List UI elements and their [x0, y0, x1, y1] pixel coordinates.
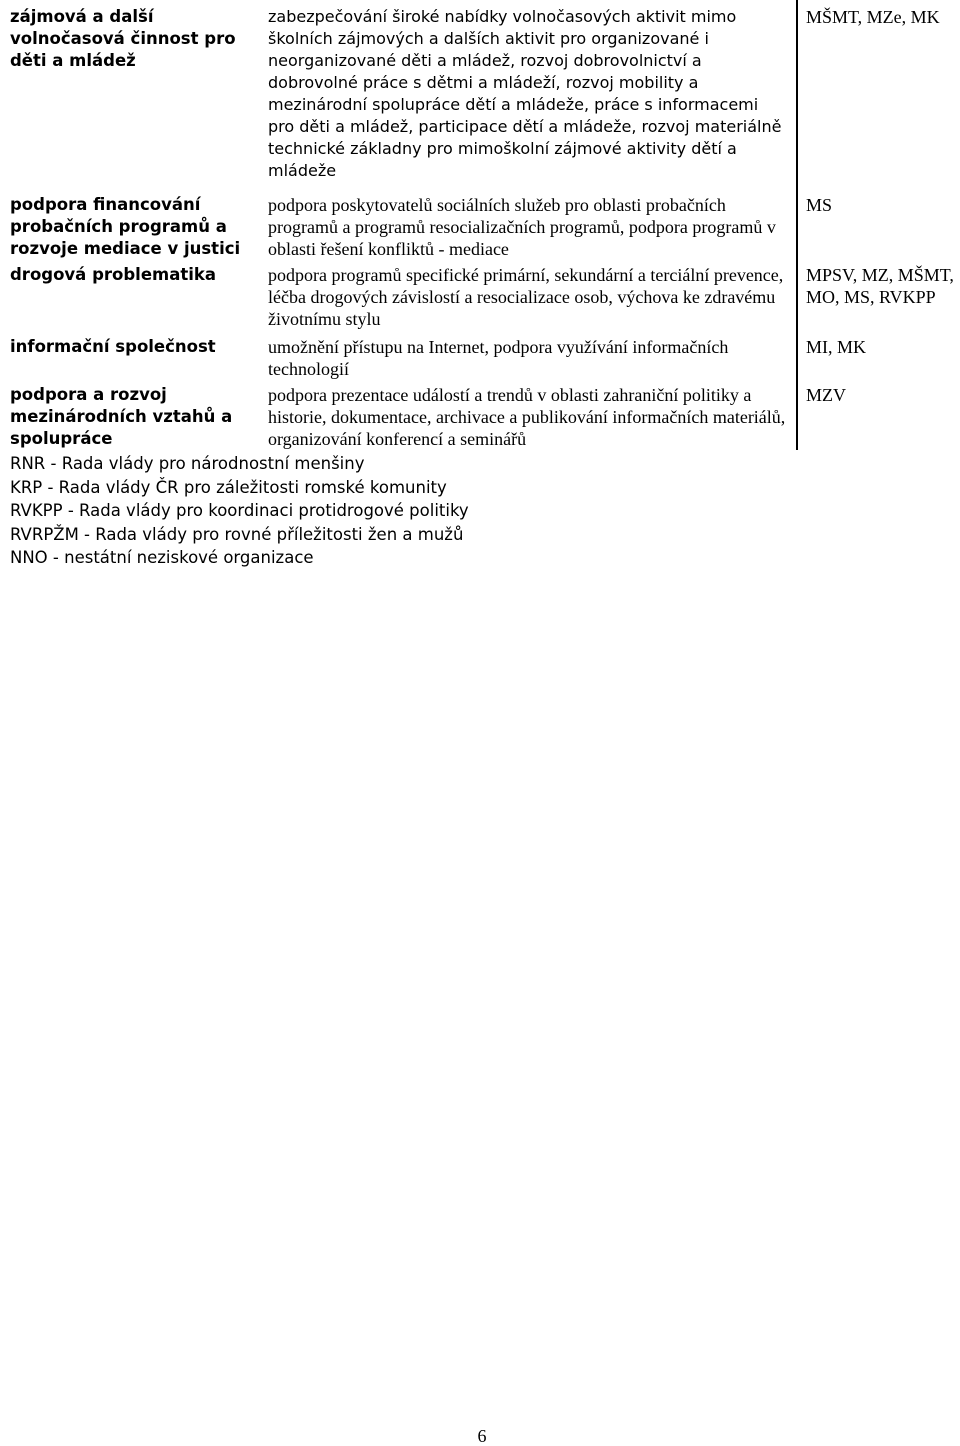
responsible-cell: MPSV, MZ, MŠMT, MO, MS, RVKPP: [797, 262, 960, 334]
topic-cell: drogová problematika: [10, 265, 216, 284]
abbreviation-item: RVRPŽM - Rada vlády pro rovné příležitosti žen a mužů: [10, 524, 464, 544]
table-row: [0, 382, 960, 450]
responsible-cell: MZV: [797, 382, 960, 450]
table-row: [0, 192, 960, 262]
abbreviation-list: [10, 452, 910, 570]
description-cell: podpora programů specifické primární, sekundární a terciální prevence, léčba drogových závislostí a resocializace osob, výchova ke zdravému životnímu stylu: [268, 265, 784, 329]
description-cell: zabezpečování široké nabídky volnočasových aktivit mimo školních zájmových a dalších aktivit pro organizované i neorganizované děti a mládež, rozvoj dobrovolnictví a dobrovolné práce s dětmi a mládeží, rozvoj mobility a mezinárodní spolupráce dětí a mládeže, práce s informacemi pro děti a mládež, participace dětí a mládeže, rozvoj materiálně technické základny pro mimoškolní zájmové aktivity dětí a mládeže: [268, 7, 782, 180]
abbreviation-item: NNO - nestátní neziskové organizace: [10, 548, 314, 567]
page-number: 6: [477, 1426, 487, 1446]
abbreviation-item: RNR - Rada vlády pro národnostní menšiny: [10, 454, 365, 473]
table-row: [0, 0, 960, 192]
topic-cell: podpora financování probačních programů a rozvoje mediace v justici: [10, 195, 241, 258]
description-cell: podpora poskytovatelů sociálních služeb pro oblasti probačních programů a programů resocializačních programů, podpora programů v oblasti řešení konfliktů - mediace: [268, 195, 776, 259]
table-row: [0, 262, 960, 334]
topic-cell: podpora a rozvoj mezinárodních vztahů a spolupráce: [10, 385, 233, 448]
responsible-cell: MS: [797, 192, 960, 262]
table-row: [0, 334, 960, 382]
program-table-grid: [0, 0, 960, 450]
topic-cell: zájmová a další volnočasová činnost pro děti a mládež: [10, 7, 236, 70]
description-cell: podpora prezentace událostí a trendů v oblasti zahraniční politiky a historie, dokumentace, archivace a publikování informačních materiálů, organizování konferencí a seminářů: [268, 385, 786, 449]
program-table: [0, 0, 956, 450]
responsible-cell: MI, MK: [797, 334, 960, 382]
description-cell: umožnění přístupu na Internet, podpora využívání informačních technologií: [268, 337, 729, 379]
topic-cell: informační společnost: [10, 337, 216, 356]
responsible-cell: MŠMT, MZe, MK: [797, 0, 960, 192]
abbreviation-item: RVKPP - Rada vlády pro koordinaci protidrogové politiky: [10, 501, 469, 520]
abbreviation-item: KRP - Rada vlády ČR pro záležitosti romské komunity: [10, 477, 447, 497]
